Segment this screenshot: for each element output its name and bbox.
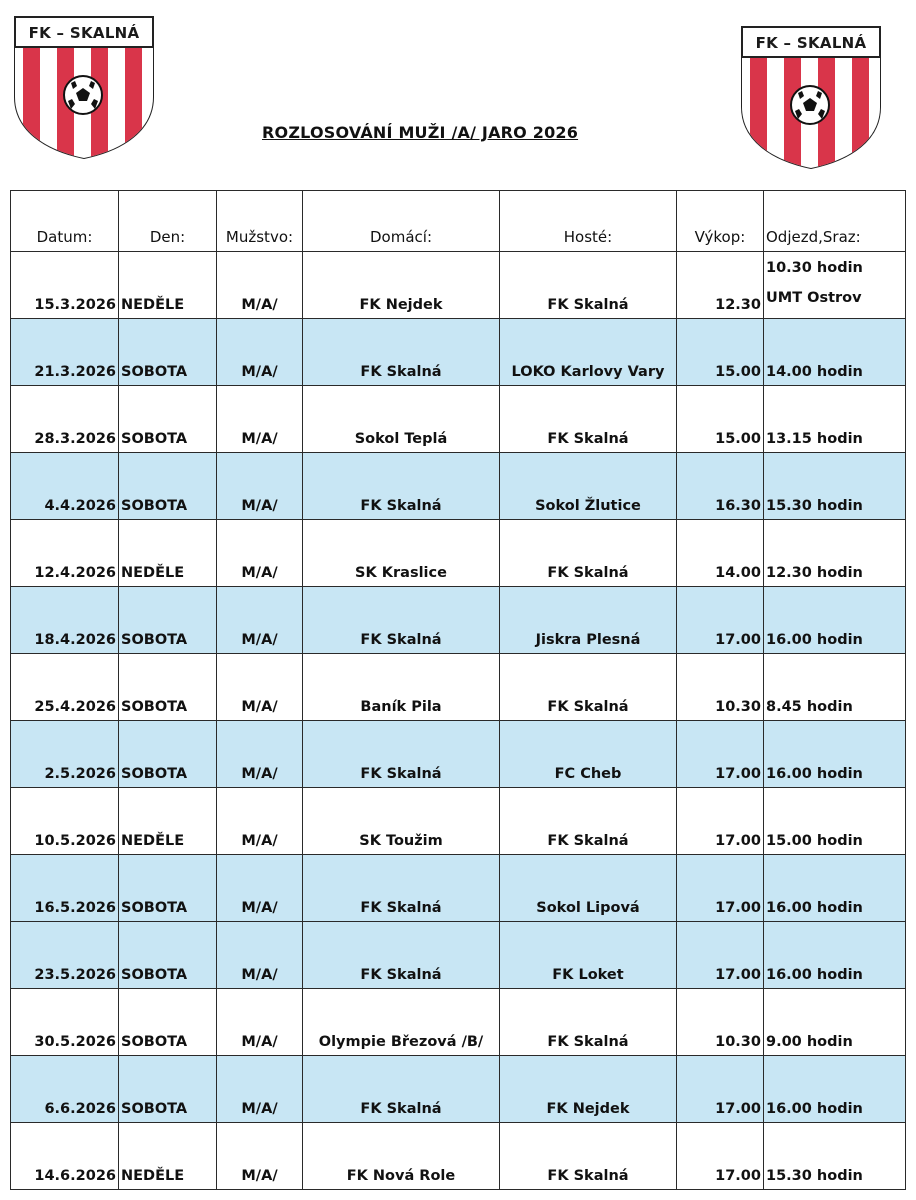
cell-day: SOBOTA [119, 386, 217, 453]
cell-away: FK Nejdek [500, 1056, 677, 1123]
cell-team: M/A/ [217, 654, 303, 721]
cell-kickoff: 17.00 [677, 788, 764, 855]
table-row [11, 252, 906, 319]
cell-departure: 16.00 hodin [764, 1056, 906, 1123]
cell-departure [764, 252, 906, 319]
cell-kickoff: 16.30 [677, 453, 764, 520]
departure-time: 10.30 hodin [766, 260, 863, 276]
table-row [11, 922, 906, 989]
cell-away: FK Skalná [500, 989, 677, 1056]
cell-home: FK Skalná [303, 1056, 500, 1123]
table-row [11, 855, 906, 922]
cell-day: SOBOTA [119, 1056, 217, 1123]
table-row [11, 654, 906, 721]
header-home: Domácí: [303, 191, 500, 252]
cell-home: FK Skalná [303, 855, 500, 922]
table-row [11, 587, 906, 654]
club-crest-left [13, 15, 155, 160]
cell-kickoff: 17.00 [677, 1056, 764, 1123]
table-row [11, 520, 906, 587]
schedule-table [10, 190, 906, 1190]
cell-departure: 16.00 hodin [764, 855, 906, 922]
cell-date: 15.3.2026 [11, 252, 119, 319]
cell-departure: 8.45 hodin [764, 654, 906, 721]
cell-date: 28.3.2026 [11, 386, 119, 453]
cell-team: M/A/ [217, 922, 303, 989]
cell-home: FK Skalná [303, 721, 500, 788]
cell-home: FK Skalná [303, 319, 500, 386]
header-team: Mužstvo: [217, 191, 303, 252]
cell-departure: 13.15 hodin [764, 386, 906, 453]
cell-day: SOBOTA [119, 654, 217, 721]
cell-away: FC Cheb [500, 721, 677, 788]
cell-team: M/A/ [217, 1056, 303, 1123]
cell-team: M/A/ [217, 855, 303, 922]
cell-date: 2.5.2026 [11, 721, 119, 788]
cell-departure: 16.00 hodin [764, 922, 906, 989]
cell-day: NEDĚLE [119, 1123, 217, 1190]
cell-date: 21.3.2026 [11, 319, 119, 386]
cell-day: SOBOTA [119, 587, 217, 654]
cell-kickoff: 15.00 [677, 319, 764, 386]
table-row [11, 788, 906, 855]
table-header-row [11, 191, 906, 252]
cell-date: 23.5.2026 [11, 922, 119, 989]
cell-day: SOBOTA [119, 721, 217, 788]
cell-team: M/A/ [217, 788, 303, 855]
cell-day: SOBOTA [119, 989, 217, 1056]
cell-kickoff: 10.30 [677, 989, 764, 1056]
cell-date: 30.5.2026 [11, 989, 119, 1056]
header-away: Hosté: [500, 191, 677, 252]
cell-date: 25.4.2026 [11, 654, 119, 721]
crest-text: FK – SKALNÁ [28, 24, 140, 42]
cell-home: Olympie Březová /B/ [303, 989, 500, 1056]
table-row [11, 453, 906, 520]
cell-away: Jiskra Plesná [500, 587, 677, 654]
cell-away: FK Loket [500, 922, 677, 989]
cell-kickoff: 14.00 [677, 520, 764, 587]
football-icon [791, 86, 829, 124]
cell-departure: 16.00 hodin [764, 587, 906, 654]
cell-team: M/A/ [217, 587, 303, 654]
cell-home: FK Skalná [303, 587, 500, 654]
cell-kickoff: 17.00 [677, 1123, 764, 1190]
header-kickoff: Výkop: [677, 191, 764, 252]
cell-away: FK Skalná [500, 788, 677, 855]
cell-team: M/A/ [217, 989, 303, 1056]
crest-text: FK – SKALNÁ [755, 34, 867, 52]
cell-day: SOBOTA [119, 319, 217, 386]
cell-date: 6.6.2026 [11, 1056, 119, 1123]
cell-date: 14.6.2026 [11, 1123, 119, 1190]
table-row [11, 319, 906, 386]
table-row [11, 1123, 906, 1190]
header-day: Den: [119, 191, 217, 252]
cell-away: FK Skalná [500, 386, 677, 453]
cell-date: 16.5.2026 [11, 855, 119, 922]
cell-date: 18.4.2026 [11, 587, 119, 654]
page-title: ROZLOSOVÁNÍ MUŽI /A/ JARO 2026 [262, 123, 579, 142]
cell-kickoff: 12.30 [677, 252, 764, 319]
header-date: Datum: [11, 191, 119, 252]
cell-away: Sokol Lipová [500, 855, 677, 922]
cell-away: LOKO Karlovy Vary [500, 319, 677, 386]
cell-team: M/A/ [217, 252, 303, 319]
cell-day: SOBOTA [119, 855, 217, 922]
cell-kickoff: 10.30 [677, 654, 764, 721]
cell-team: M/A/ [217, 319, 303, 386]
cell-away: FK Skalná [500, 1123, 677, 1190]
cell-day: NEDĚLE [119, 520, 217, 587]
cell-home: FK Skalná [303, 922, 500, 989]
cell-day: NEDĚLE [119, 788, 217, 855]
table-row [11, 386, 906, 453]
cell-kickoff: 17.00 [677, 922, 764, 989]
header-departure: Odjezd,Sraz: [764, 191, 906, 252]
cell-departure: 14.00 hodin [764, 319, 906, 386]
cell-home: Sokol Teplá [303, 386, 500, 453]
table-row [11, 989, 906, 1056]
cell-day: SOBOTA [119, 453, 217, 520]
cell-kickoff: 15.00 [677, 386, 764, 453]
cell-team: M/A/ [217, 386, 303, 453]
cell-home: Baník Pila [303, 654, 500, 721]
cell-day: NEDĚLE [119, 252, 217, 319]
cell-date: 12.4.2026 [11, 520, 119, 587]
departure-place: UMT Ostrov [766, 290, 862, 306]
football-icon [64, 76, 102, 114]
cell-away: FK Skalná [500, 252, 677, 319]
cell-kickoff: 17.00 [677, 721, 764, 788]
cell-team: M/A/ [217, 453, 303, 520]
cell-day: SOBOTA [119, 922, 217, 989]
cell-team: M/A/ [217, 1123, 303, 1190]
cell-home: SK Kraslice [303, 520, 500, 587]
cell-departure: 15.00 hodin [764, 788, 906, 855]
cell-departure: 9.00 hodin [764, 989, 906, 1056]
cell-departure: 15.30 hodin [764, 1123, 906, 1190]
cell-departure: 15.30 hodin [764, 453, 906, 520]
cell-home: SK Toužim [303, 788, 500, 855]
cell-departure: 12.30 hodin [764, 520, 906, 587]
cell-kickoff: 17.00 [677, 587, 764, 654]
table-row [11, 1056, 906, 1123]
cell-team: M/A/ [217, 721, 303, 788]
cell-kickoff: 17.00 [677, 855, 764, 922]
cell-departure: 16.00 hodin [764, 721, 906, 788]
cell-home: FK Skalná [303, 453, 500, 520]
table-row [11, 721, 906, 788]
cell-away: FK Skalná [500, 654, 677, 721]
cell-away: FK Skalná [500, 520, 677, 587]
cell-team: M/A/ [217, 520, 303, 587]
club-crest-right [740, 25, 882, 170]
cell-home: FK Nová Role [303, 1123, 500, 1190]
cell-home: FK Nejdek [303, 252, 500, 319]
cell-date: 10.5.2026 [11, 788, 119, 855]
cell-date: 4.4.2026 [11, 453, 119, 520]
cell-away: Sokol Žlutice [500, 453, 677, 520]
